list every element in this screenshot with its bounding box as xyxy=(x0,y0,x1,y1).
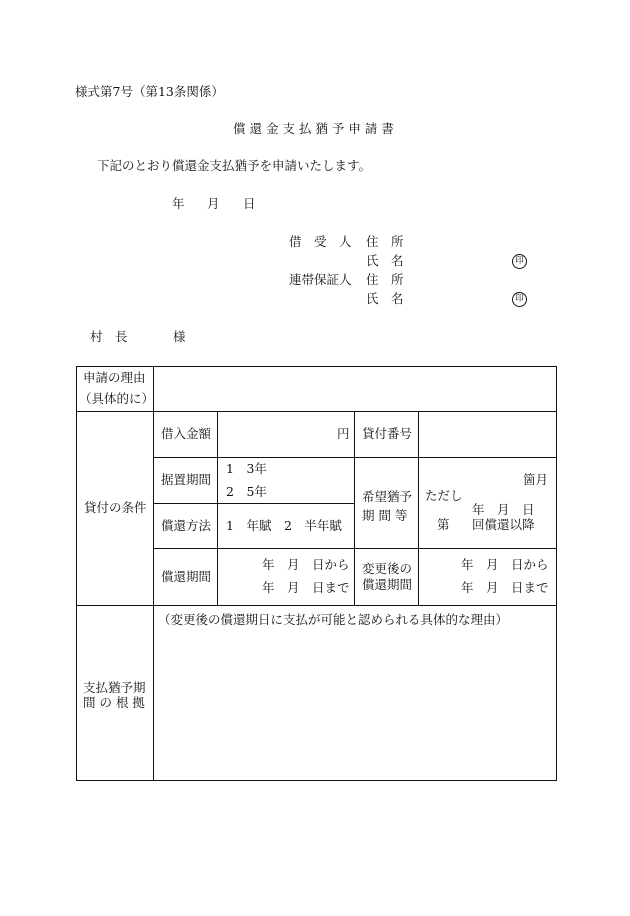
guarantor-name-label: 氏 名 xyxy=(366,291,404,306)
document-title: 償 還 金 支 払 猶 予 申 請 書 xyxy=(233,121,394,136)
repayment-method-label: 償還方法 xyxy=(161,518,212,533)
changed-period-from: 年 月 日から xyxy=(461,557,549,572)
reason-label-line1: 申請の理由 xyxy=(83,370,146,385)
borrower-name-label: 氏 名 xyxy=(366,253,404,268)
desired-period-label-line2: 期 間 等 xyxy=(362,508,408,523)
changed-period-label-line1: 変更後の xyxy=(362,561,413,576)
desired-period-label-line1: 希望猶予 xyxy=(362,489,413,504)
loan-amount-yen: 円 xyxy=(337,426,350,441)
addressee-village-head: 村 長 xyxy=(90,329,128,344)
date-month: 月 xyxy=(207,196,220,211)
basis-label-line2: 間 の 根 拠 xyxy=(83,695,145,710)
intro-text: 下記のとおり償還金支払猶予を申請いたします。 xyxy=(97,158,372,173)
loan-conditions-label: 貸付の条件 xyxy=(84,500,147,515)
changed-period-until: 年 月 日まで xyxy=(461,580,549,595)
reason-input[interactable] xyxy=(155,368,555,410)
date-day: 日 xyxy=(243,196,256,211)
desired-however: ただし xyxy=(425,488,463,503)
addressee-honorific: 様 xyxy=(173,329,186,344)
desired-installment-after: 回償還以降 xyxy=(472,517,535,532)
deferment-option-2[interactable]: 2 5年 xyxy=(226,484,267,499)
repayment-period-label: 償還期間 xyxy=(161,569,212,584)
changed-period-label-line2: 償還期間 xyxy=(362,577,413,592)
guarantor-label: 連帯保証人 xyxy=(289,272,352,287)
repayment-period-until: 年 月 日まで xyxy=(262,580,350,595)
repayment-period-from: 年 月 日から xyxy=(262,557,350,572)
deferment-option-1[interactable]: 1 3年 xyxy=(226,461,267,476)
desired-date: 年 月 日 xyxy=(472,502,535,517)
loan-number-input[interactable] xyxy=(420,413,554,455)
basis-note: （変更後の償還期日に支払が可能と認められる具体的な理由） xyxy=(158,612,509,627)
form-number: 様式第7号（第13条関係） xyxy=(75,84,224,99)
borrower-address-label: 住 所 xyxy=(366,234,404,249)
desired-months: 箇月 xyxy=(523,472,549,487)
loan-amount-label: 借入金額 xyxy=(161,426,212,441)
guarantor-seal-icon: 印 xyxy=(512,292,527,307)
guarantor-address-label: 住 所 xyxy=(366,272,404,287)
basis-label-line1: 支払猶予期 xyxy=(83,680,146,695)
date-year: 年 xyxy=(172,196,185,211)
borrower-seal-icon: 印 xyxy=(512,254,527,269)
borrower-label: 借 受 人 xyxy=(289,234,352,249)
reason-label-line2: （具体的に） xyxy=(79,391,155,406)
desired-dai: 第 xyxy=(437,517,450,532)
repayment-method-options[interactable]: 1 年賦 2 半年賦 xyxy=(226,518,342,533)
loan-number-label: 貸付番号 xyxy=(362,426,413,441)
deferment-label: 据置期間 xyxy=(161,472,212,487)
basis-input[interactable] xyxy=(155,632,555,778)
